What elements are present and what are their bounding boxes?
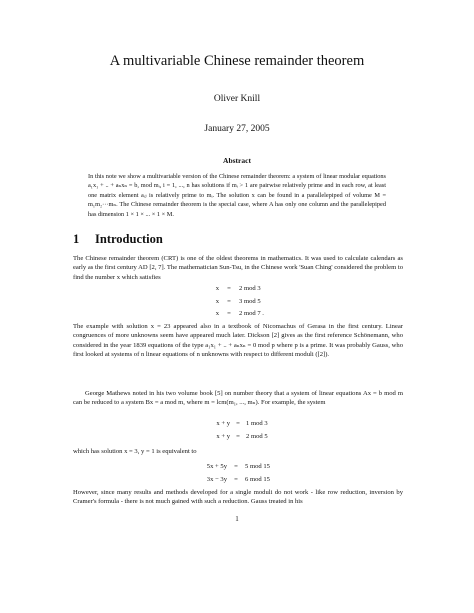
abstract-heading: Abstract (223, 156, 251, 165)
paragraph-equivalent: which has solution x = 3, y = 1 is equivalent to (73, 448, 197, 455)
paragraph-mathews: George Mathews noted in his two volume book [5] on number theory that a system of linear equations Ax = b mod m can be reduced to a system Bx = a mod m, where m = lcm(m₁, ..., mₙ). For example, the system (73, 390, 403, 407)
section-number: 1 (73, 232, 80, 246)
equation-system-3 (195, 461, 270, 486)
page-number: 1 (235, 515, 239, 523)
paragraph-history-2: The example with solution x = 23 appeared also in a textbook of Nicomachus of Gerasa in the first century. Linear congruences of more unknowns seem have appeared much later. Dickson [2] gives as the first reference Schönemann, who considered in the year 1839 equations of the type a₁x₁ + .. + aₙxₙ = 0 mod p where p is a prime. It was probably Gauss, who first looked at systems of n linear equations of n unknowns with respect to different moduli ([2]). (73, 323, 403, 359)
paragraph-crt-history: The Chinese remainder theorem (CRT) is one of the oldest theorems in mathematics. It was used to calculate calendars as early as the first century AD [2, 7]. The mathematician Sun-Tsu, in the Chinese work 'Suan Ching' considered the problem to find the number x which satisfies (73, 255, 403, 281)
equation-row: 3x − 3y = 6 mod 15 (206, 475, 270, 483)
equation-row: x = 3 mod 5 (215, 297, 261, 305)
equation-row: x + y = 2 mod 5 (216, 432, 268, 440)
equation-row: 5x + 5y = 5 mod 15 (206, 463, 270, 470)
equation-row: x = 2 mod 7 . (215, 310, 264, 317)
equation-system-1 (205, 283, 264, 321)
author-name: Oliver Knill (213, 94, 261, 104)
section-heading (73, 232, 163, 247)
paper-date: January 27, 2005 (204, 124, 270, 134)
equation-row: x = 2 mod 3 (215, 285, 261, 292)
paragraph-however: However, since many results and methods developed for a single moduli do not work - like row reduction, inversion by Cramer's formula - there is not much gained with such a reduction. Gauss treated in his (73, 489, 403, 506)
equation-system-2 (208, 418, 268, 443)
abstract-text: In this note we show a multivariable version of the Chinese remainder theorem: a system of linear modular equations a₁x₁ + .. + aₙxₙ = b, mod mᵢ, i = 1, ..., n has solutions if mᵢ > 1 are pairwise relatively prime and in each row, at least one matrix element aᵢⱼ is relatively prime to mᵢ. The solution x can be found in a parallelepiped of volume M = m₁m₂···mₙ. The Chinese remainder theorem is the special case, where A has only one column and the parallelepiped has dimension 1 × 1 × ... × 1 × M. (88, 173, 386, 218)
paper-title: A multivariable Chinese remainder theorem (109, 53, 365, 69)
equation-row: x + y = 1 mod 3 (216, 420, 268, 427)
section-title: Introduction (95, 232, 163, 246)
